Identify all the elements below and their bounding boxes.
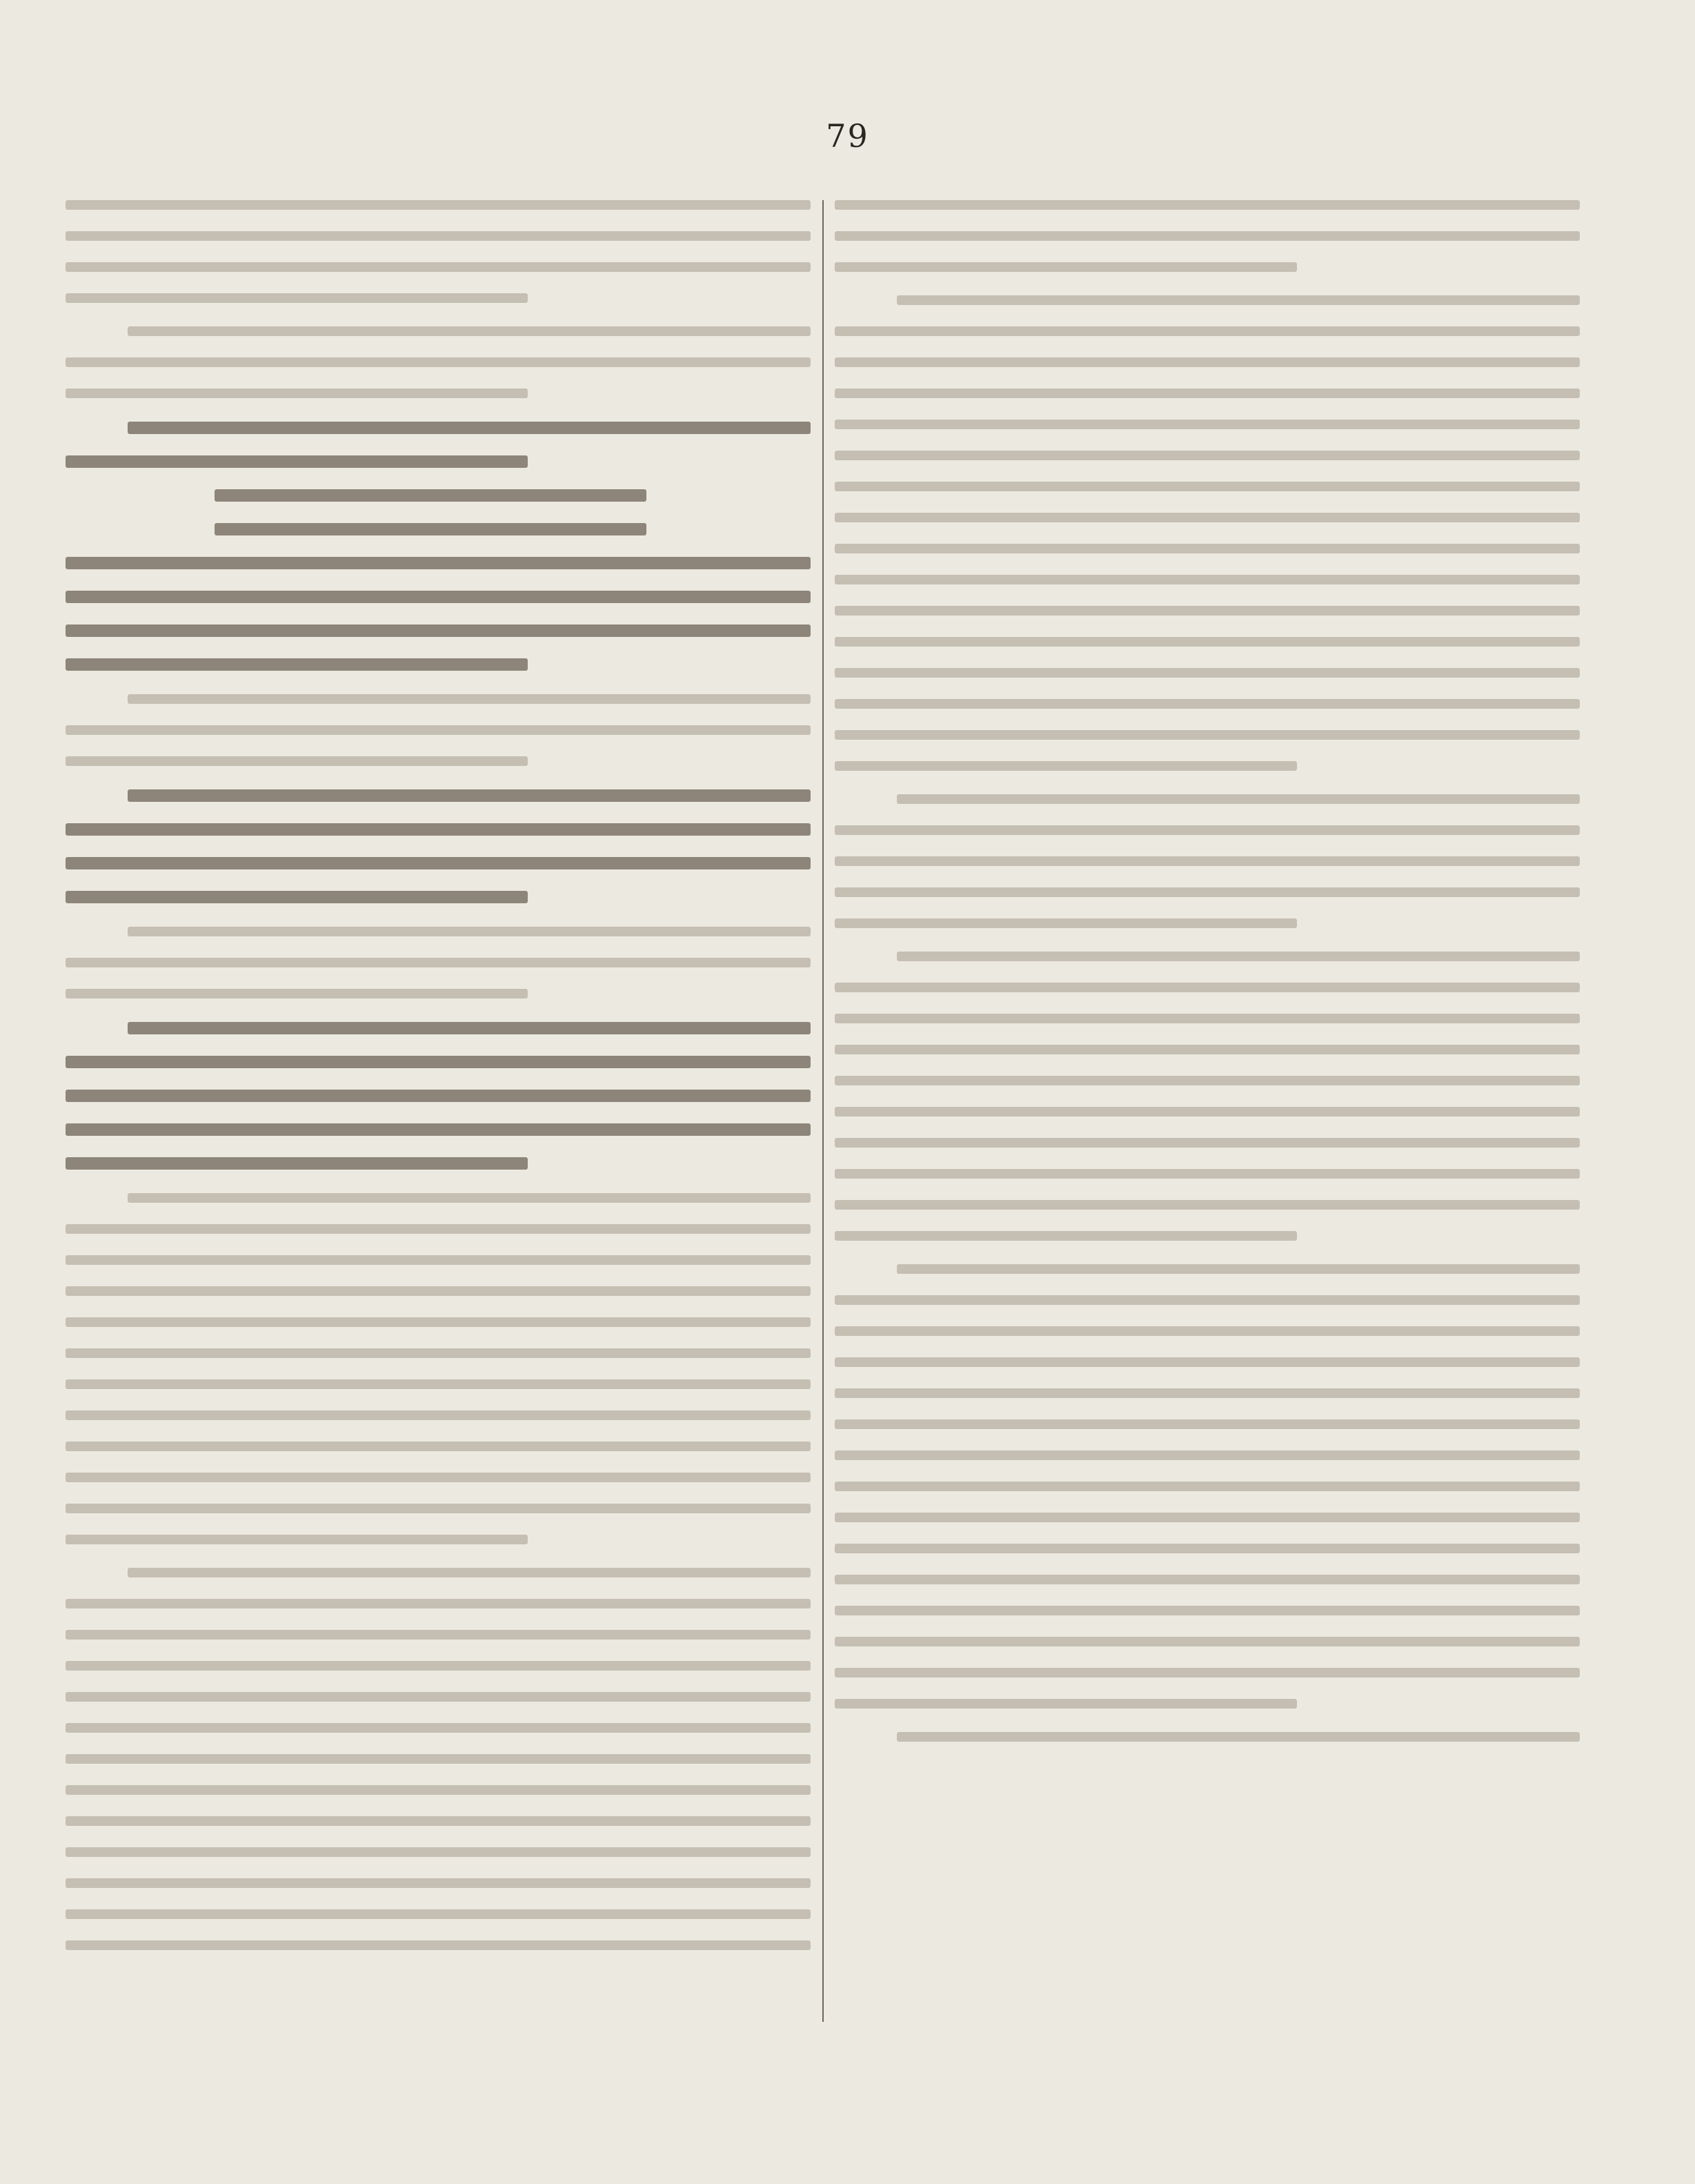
text-line-placeholder bbox=[835, 1419, 1580, 1429]
text-line-placeholder bbox=[835, 1699, 1297, 1709]
text-line-placeholder bbox=[128, 694, 811, 704]
text-line-placeholder bbox=[66, 1255, 811, 1265]
text-line-placeholder bbox=[66, 591, 811, 603]
text-line-placeholder bbox=[66, 231, 811, 241]
text-line-placeholder bbox=[66, 1816, 811, 1826]
text-line-placeholder bbox=[66, 725, 811, 735]
text-line-placeholder bbox=[835, 825, 1580, 835]
text-line-placeholder bbox=[835, 1450, 1580, 1460]
text-line-placeholder bbox=[835, 1231, 1297, 1241]
text-line-placeholder bbox=[835, 668, 1580, 678]
text-line-placeholder bbox=[835, 200, 1580, 210]
text-line-placeholder bbox=[66, 756, 528, 766]
paragraph bbox=[835, 1264, 1580, 1709]
text-line-placeholder bbox=[835, 1076, 1580, 1085]
text-line-placeholder bbox=[897, 1264, 1580, 1274]
text-line-placeholder bbox=[835, 1169, 1580, 1179]
text-line-placeholder bbox=[66, 1410, 811, 1420]
text-line-placeholder bbox=[835, 918, 1297, 928]
paragraph bbox=[66, 326, 811, 398]
text-line-placeholder bbox=[66, 1599, 811, 1609]
text-line-placeholder bbox=[835, 1014, 1580, 1023]
text-line-placeholder bbox=[66, 1630, 811, 1640]
text-line-placeholder bbox=[835, 1326, 1580, 1336]
text-line-placeholder bbox=[66, 1909, 811, 1919]
text-line-placeholder bbox=[215, 523, 646, 535]
text-line-placeholder bbox=[835, 1513, 1580, 1522]
text-line-placeholder bbox=[835, 262, 1297, 272]
text-line-placeholder bbox=[835, 482, 1580, 491]
paragraph bbox=[66, 1568, 811, 1950]
text-line-placeholder bbox=[835, 451, 1580, 460]
text-line-placeholder bbox=[835, 1295, 1580, 1305]
paragraph bbox=[66, 1193, 811, 1544]
text-line-placeholder bbox=[835, 1357, 1580, 1367]
text-line-placeholder bbox=[66, 1754, 811, 1764]
text-line-placeholder bbox=[835, 575, 1580, 584]
text-line-placeholder bbox=[66, 357, 811, 367]
text-line-placeholder bbox=[66, 200, 811, 210]
text-line-placeholder bbox=[66, 1504, 811, 1513]
left-column bbox=[66, 200, 811, 2022]
paragraph bbox=[835, 794, 1580, 928]
text-line-placeholder bbox=[835, 1637, 1580, 1646]
text-line-placeholder bbox=[835, 856, 1580, 866]
text-line-placeholder bbox=[128, 1568, 811, 1577]
text-line-placeholder bbox=[66, 1473, 811, 1482]
text-line-placeholder bbox=[835, 887, 1580, 897]
text-line-placeholder bbox=[128, 326, 811, 336]
text-line-placeholder bbox=[835, 1544, 1580, 1553]
text-line-placeholder bbox=[66, 1224, 811, 1234]
text-line-placeholder bbox=[835, 231, 1580, 241]
text-line-placeholder bbox=[66, 989, 528, 998]
text-line-placeholder bbox=[128, 1022, 811, 1034]
page-number: 79 bbox=[826, 117, 869, 155]
text-line-placeholder bbox=[66, 1535, 528, 1544]
section-heading-ii bbox=[66, 789, 811, 903]
text-line-placeholder bbox=[835, 761, 1297, 771]
text-line-placeholder bbox=[66, 1723, 811, 1733]
paragraph bbox=[835, 200, 1580, 272]
text-line-placeholder bbox=[66, 1286, 811, 1296]
paragraph bbox=[835, 952, 1580, 1241]
text-line-placeholder bbox=[66, 262, 811, 272]
text-line-placeholder bbox=[66, 1442, 811, 1451]
text-line-placeholder bbox=[66, 823, 811, 836]
text-line-placeholder bbox=[835, 420, 1580, 429]
text-line-placeholder bbox=[835, 1107, 1580, 1116]
text-line-placeholder bbox=[835, 326, 1580, 336]
text-line-placeholder bbox=[66, 1692, 811, 1702]
text-line-placeholder bbox=[66, 1661, 811, 1671]
text-line-placeholder bbox=[66, 1348, 811, 1358]
text-line-placeholder bbox=[835, 637, 1580, 647]
paragraph bbox=[835, 295, 1580, 771]
text-line-placeholder bbox=[215, 489, 646, 502]
text-line-placeholder bbox=[835, 388, 1580, 398]
text-line-placeholder bbox=[835, 699, 1580, 709]
text-line-placeholder bbox=[835, 1575, 1580, 1584]
text-line-placeholder bbox=[66, 1123, 811, 1136]
text-line-placeholder bbox=[835, 1138, 1580, 1148]
section-heading-i bbox=[66, 422, 811, 671]
text-line-placeholder bbox=[66, 293, 528, 303]
text-line-placeholder bbox=[128, 422, 811, 434]
text-line-placeholder bbox=[897, 295, 1580, 305]
paragraph bbox=[66, 200, 811, 303]
text-line-placeholder bbox=[835, 983, 1580, 992]
text-line-placeholder bbox=[66, 624, 811, 637]
paragraph bbox=[66, 694, 811, 766]
text-line-placeholder bbox=[66, 891, 528, 903]
text-line-placeholder bbox=[66, 1847, 811, 1857]
text-line-placeholder bbox=[66, 958, 811, 967]
text-line-placeholder bbox=[66, 1878, 811, 1888]
text-line-placeholder bbox=[835, 606, 1580, 616]
text-line-placeholder bbox=[66, 1157, 528, 1170]
text-line-placeholder bbox=[835, 730, 1580, 740]
text-line-placeholder bbox=[835, 1606, 1580, 1615]
text-line-placeholder bbox=[66, 1056, 811, 1068]
text-line-placeholder bbox=[835, 1482, 1580, 1491]
text-line-placeholder bbox=[835, 1045, 1580, 1054]
section-heading-iii bbox=[66, 1022, 811, 1170]
text-line-placeholder bbox=[128, 1193, 811, 1203]
text-line-placeholder bbox=[835, 357, 1580, 367]
text-line-placeholder bbox=[66, 557, 811, 569]
text-line-placeholder bbox=[897, 1732, 1580, 1742]
right-column bbox=[835, 200, 1580, 2022]
text-line-placeholder bbox=[835, 1668, 1580, 1678]
text-line-placeholder bbox=[66, 1090, 811, 1102]
text-line-placeholder bbox=[835, 513, 1580, 522]
text-line-placeholder bbox=[835, 544, 1580, 553]
text-line-placeholder bbox=[66, 1379, 811, 1389]
text-line-placeholder bbox=[897, 794, 1580, 804]
text-line-placeholder bbox=[897, 952, 1580, 961]
text-line-placeholder bbox=[128, 927, 811, 936]
text-line-placeholder bbox=[66, 1317, 811, 1327]
text-line-placeholder bbox=[66, 388, 528, 398]
text-line-placeholder bbox=[66, 455, 528, 468]
paragraph bbox=[835, 1732, 1580, 1742]
text-line-placeholder bbox=[128, 789, 811, 802]
text-line-placeholder bbox=[66, 857, 811, 869]
text-line-placeholder bbox=[66, 1785, 811, 1795]
text-line-placeholder bbox=[835, 1200, 1580, 1210]
paragraph bbox=[66, 927, 811, 998]
text-line-placeholder bbox=[66, 658, 528, 671]
text-line-placeholder bbox=[66, 1940, 811, 1950]
text-line-placeholder bbox=[835, 1388, 1580, 1398]
column-divider bbox=[822, 200, 824, 2022]
